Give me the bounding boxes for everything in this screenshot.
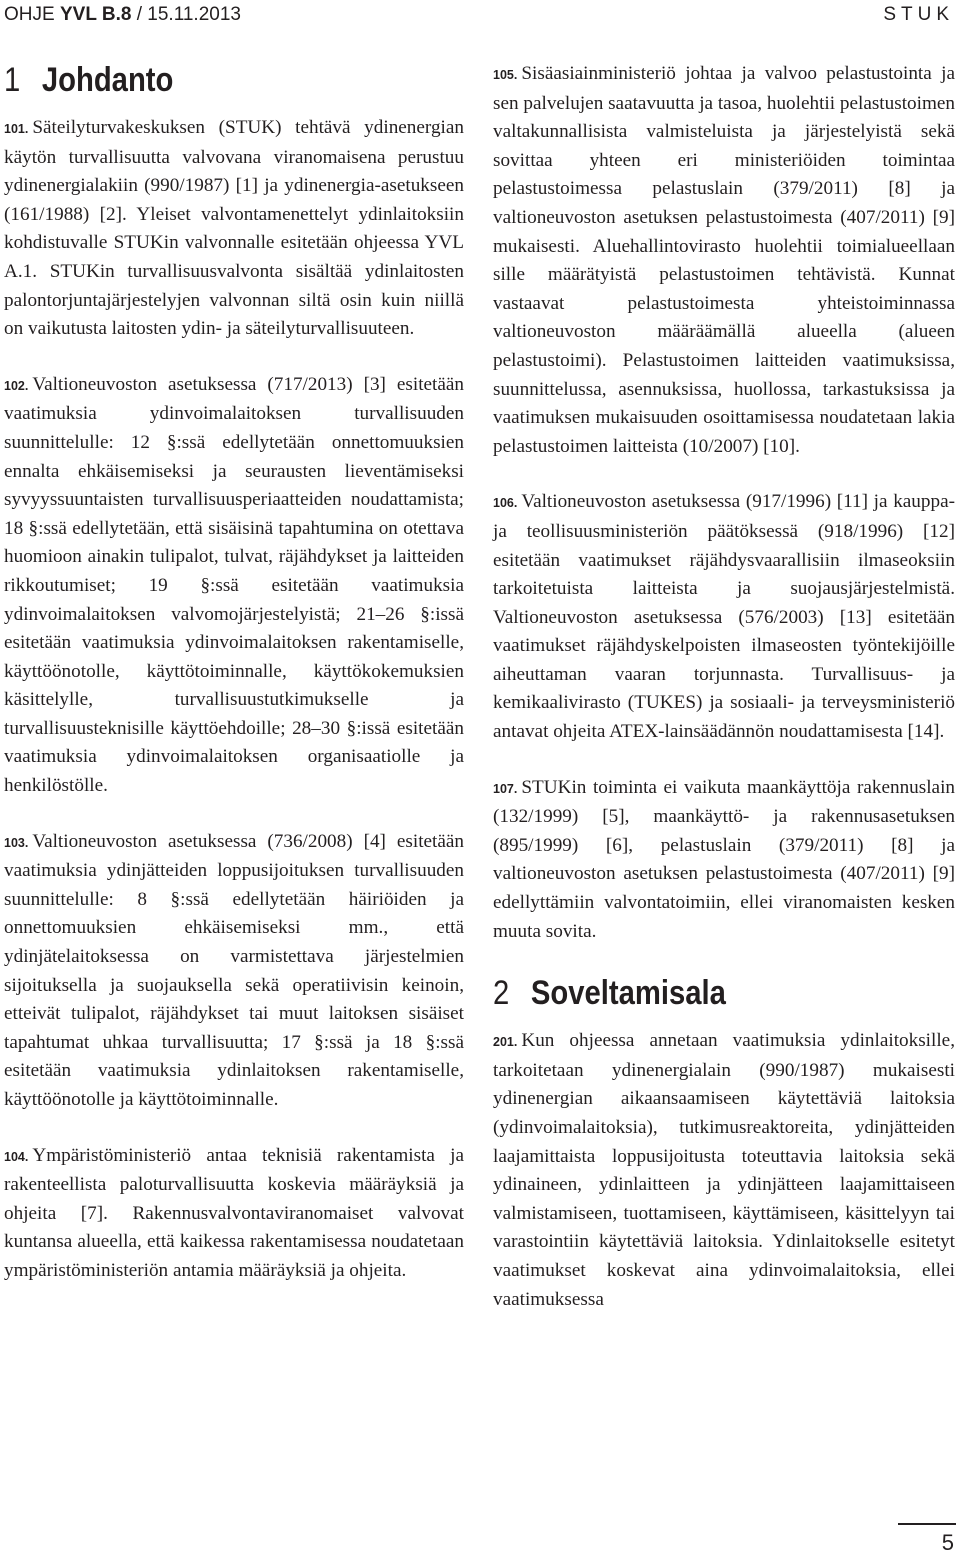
paragraph-text: Ympäristöministeriö antaa teknisiä rakentamista ja rakenteellista paloturvallisuutta koskevia määräyksiä ja ohjeita [7]. Rakennusvalvontaviranomaiset valvovat kuntansa alueella, että kaikessa rakentamisessa noudatetaan ympäristöministeriön antamia määräyksiä ja ohjeita. (4, 1144, 464, 1281)
paragraph-number: 107. (493, 781, 518, 796)
doc-prefix: OHJE (4, 4, 55, 25)
section-title: Soveltamisala (530, 974, 726, 1013)
paragraph-text: Valtioneuvoston asetuksessa (917/1996) [11] ja kauppa- ja teollisuusministeriön päätöksessä (918/1996) [12] esitetään vaatimukset räjähdysvaarallisiin ilmaseoksiin tarkoitetuista laitteista ja suojausjärjestelmistä. Valtioneuvoston asetuksessa (576/2003) [13] esitetään vaatimukset räjähdyskelpoisten ilmaseosten työntekijöille aiheuttaman vaaran torjunnasta. Turvallisuus- ja kemikaalivirasto (TUKES) ja sosiaali- ja terveysministeriö antavat ohjeita ATEX-lainsäädännön noudattamisesta [14]. (493, 491, 955, 743)
paragraph-106 (493, 488, 955, 746)
paragraph-107 (493, 774, 955, 947)
section-heading (493, 973, 890, 1013)
doc-date: / 15.11.2013 (136, 4, 241, 25)
paragraph-text: STUKin toiminta ei vaikuta maankäyttöja rakennuslain (132/1999) [5], maankäyttö- ja rakennusasetuksen (895/1999) [6], pelastuslain (379/2011) [8] ja valtioneuvoston asetuksen pelastustoimesta (407/2011) [9] edellyttämiin valvontatoimiin, ellei viranomaisten kesken muuta sovita. (493, 776, 955, 942)
paragraph-text: Sisäasiainministeriö johtaa ja valvoo pelastustointa ja sen palvelujen saatavuutta ja tasoa, huolehtii pelastustoimen valtakunnallisista valmisteluista ja järjestelyistä sekä sovittaa yhteen eri ministeriöiden toimintaa pelastustoimessa pelastuslain (379/2011) [8] ja valtioneuvoston asetuksen pelastustoimesta (407/2011) [9] mukaisesti. Aluehallintovirasto huolehtii toimialueellaan sille määrätyistä pelastustoimen tehtävistä. Kunnat vastaavat pelastustoimesta yhteistoiminnassa valtioneuvoston määräämällä alueella (alueen pelastustoimi). Pelastustoimen laitteiden vaatimuksissa, suunnittelussa, asennuksissa, huollossa, tarkastuksissa ja vaatimuksen mukaisuuden osoittamisessa noudatetaan lakia pelastustoimen laitteista (10/2007) [10]. (493, 63, 955, 457)
paragraph-text: Valtioneuvoston asetuksessa (736/2008) [4] esitetään vaatimuksia ydinjätteiden loppusijoituksen turvallisuuden suunnittelulle: 8 §:ssä edellytetään häiriöiden ja onnettomuuksien ehkäisemiseksi mm., että ydinjätelaitoksessa on varmistettava järjestelmien sijoituksella ja suojauksella sekä operatiivisin keinoin, etteivät tulipalot, räjähdykset tai muut laitoksen sisäiset tapahtumat uhkaa turvallisuutta; 17 §:ssä ja 18 §:ssä esitetään vaatimuksia ydinlaitoksen rakentamiselle, käyttöönotolle ja käyttötoiminnalle. (4, 830, 464, 1110)
page-number: 5 (941, 1530, 954, 1555)
paragraph-text: Säteilyturvakeskuksen (STUK) tehtävä ydinenergian käytön turvallisuutta valvovana viranomaisena perustuu ydinenergialakiin (990/1987) [1] ja ydinenergia-asetukseen (161/1988) [2]. Yleiset valvontamenettelyt ydinlaitoksiin kohdistuvalle STUKin valvonnalle esitetään ohjeessa YVL A.1. STUKin turvallisuusvalvonta sisältää ydinlaitosten palontorjuntajärjestelyjen valvonnan siltä osin kuin niillä on vaikutusta laitosten ydin- ja säteilyturvallisuuteen. (4, 117, 464, 340)
paragraph-201 (493, 1027, 955, 1314)
section-number: 1 (4, 61, 21, 99)
paragraph-number: 103. (4, 835, 29, 850)
org-name: STUK (883, 4, 954, 25)
section-title: Johdanto (41, 61, 174, 99)
paragraph-105 (493, 60, 955, 461)
paragraph-103 (4, 828, 464, 1115)
paragraph-101 (4, 114, 464, 344)
paragraph-104 (4, 1142, 464, 1286)
paragraph-text: Kun ohjeessa annetaan vaatimuksia ydinlaitoksille, tarkoitetaan ydinenergialain (990/1987) mukaisesti ydinenergian aikaansaamiseen käytettäviä laitoksia (ydinvoimalaitoksia), tutkimusreaktoreita, ydinjätteiden laajamittaista loppusijoitusta toteuttavia laitoksia sekä ydinaineen, ydinlaitteen ja ydinjätteen laajamittaiseen valmistamiseen, tuottamiseen, käyttämiseen, käsittelyyn tai varastointiin käytettäviä laitoksia. Ydinlaitokselle esitetyt vaatimukset koskevat aina ydinvoimalaitoksia, ellei vaatimuksessa (493, 1030, 955, 1310)
page-header (0, 0, 960, 30)
paragraph-number: 101. (4, 122, 29, 136)
paragraph-number: 106. (493, 496, 518, 511)
paragraph-text: Valtioneuvoston asetuksessa (717/2013) [3] esitetään vaatimuksia ydinvoimalaitoksen turvallisuuden suunnittelulle: 12 §:ssä edellytetään onnettomuuksien ennalta ehkäisemiseksi ja seurausten lieventämiseksi syvyyssuuntaisten turvallisuusperiaatteiden noudattamista; 18 §:ssä edellytetään, että sisäisinä tapahtumina on otettava huomioon ainakin tulipalot, tulvat, räjähdykset ja laitteiden rikkoutumiset; 19 §:ssä esitetään vaatimuksia ydinvoimalaitoksen valvomojärjestelyistä; 21–26 §:issä esitetään vaatimuksia ydinvoimalaitoksen rakentamiselle, käyttöönotolle, käyttötoiminnalle, käyttökokemuksien käsittelylle, turvallisuustutkimukselle ja turvallisuusteknisille käyttöehdoille; 28–30 §:issä esitetään vaatimuksia ydinvoimalaitoksen organisaatiolle ja henkilöstölle. (4, 373, 464, 797)
paragraph-number: 102. (4, 378, 29, 393)
right-column (493, 60, 955, 1341)
document-id (4, 4, 241, 26)
paragraph-number: 104. (4, 1149, 29, 1164)
doc-code: YVL B.8 (59, 4, 132, 25)
footer-rule (898, 1523, 956, 1525)
paragraph-102 (4, 371, 464, 801)
left-column (4, 60, 464, 1313)
paragraph-number: 201. (493, 1035, 518, 1050)
section-heading (4, 60, 400, 100)
paragraph-number: 105. (493, 68, 518, 82)
section-number: 2 (493, 974, 510, 1013)
